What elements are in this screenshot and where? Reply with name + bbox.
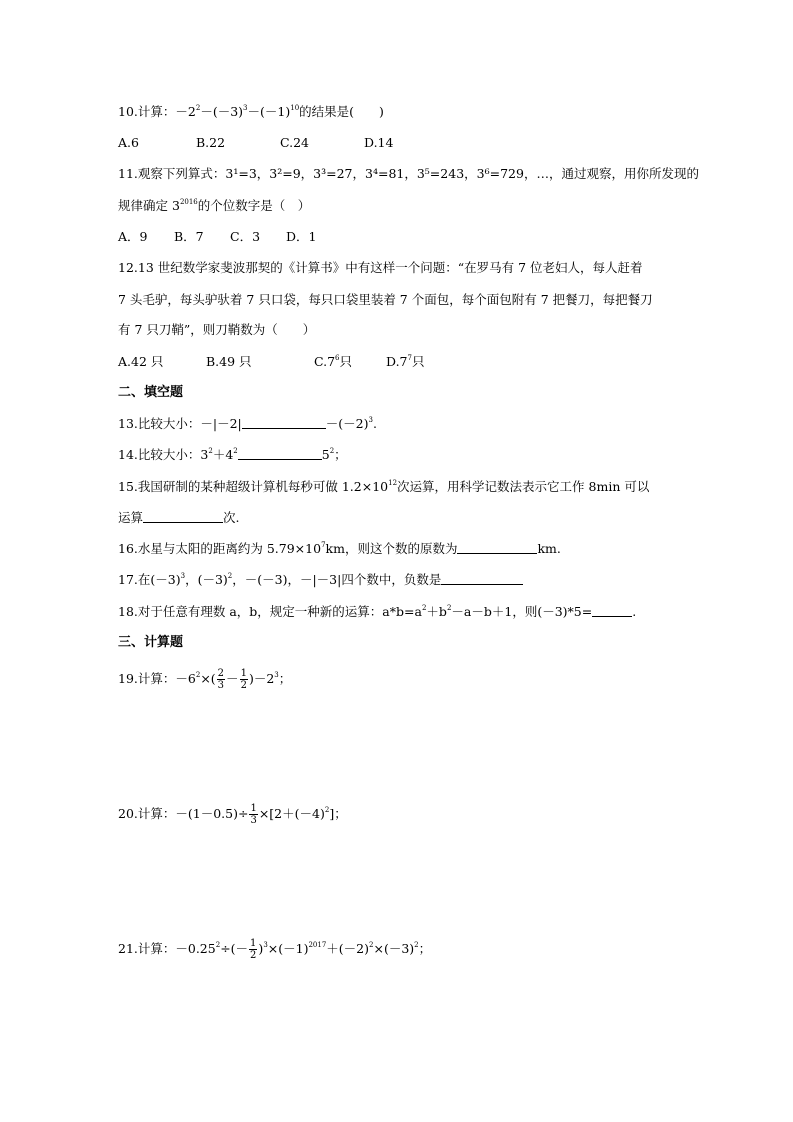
question-16: 16.水星与太阳的距离约为 $5.79\times 10^7km$，则这个数的原数为 km. (118, 541, 561, 556)
question-12: 12.13 世纪数学家斐波那契的《计算书》中有这样一个问题：“在罗马有 7 位老妇人，每人赶着 (118, 260, 643, 275)
option-a: A．9 (118, 229, 148, 244)
answer-blank[interactable] (457, 540, 537, 554)
option-b: B.49 只 (206, 354, 252, 369)
section-calculation: 三、计算题 (118, 635, 184, 650)
question-11-options (118, 227, 713, 247)
option-a: A.42 只 (118, 354, 164, 369)
fraction: $\frac{1}{3}$ (250, 803, 257, 826)
question-12-options (118, 352, 713, 372)
section-fill-in-blank: 二、填空题 (118, 385, 184, 400)
answer-blank[interactable] (238, 446, 322, 460)
answer-blank[interactable] (143, 509, 223, 523)
option-c: C.24 (280, 135, 309, 150)
question-11-line-2: 规律确定 $3^{2016}$的个位数字是（ ） (118, 198, 311, 213)
question-15-line-2: 运算 次. (118, 510, 240, 525)
option-c: C．3 (230, 229, 261, 244)
question-11: 11.观察下列算式：3¹=3，3²=9，3³=27，3⁴=81，3⁵=243，3⁶=729，…，通过观察，用你所发现的 (118, 166, 699, 181)
question-13: 13.比较大小：$-|-2| -(-2)^3$. (118, 416, 377, 431)
option-b: B.22 (196, 135, 226, 150)
question-20: 20.计算：－(1－0.5)÷ $\frac{1}{3}$ $\times[2+(-4)^2]$； (118, 803, 347, 826)
question-19: 19.计算：$-6^2\times$( $\frac{2}{3}$ － $\frac{1}{2}$ )$-2^3$； (118, 668, 292, 691)
question-18: 18.对于任意有理数 a，b，规定一种新的运算：$a*b=a^2+b^2-a-b+1$，则(－3)*5= . (118, 604, 637, 619)
question-10: 10.计算：$-2^2-(-3)^3-(-1)^{10}$的结果是( ) (118, 104, 384, 119)
question-17: 17.在$(-3)^3$，$(-3)^2$，－(－3)，－|－3|四个数中，负数是 (118, 570, 713, 590)
question-12-line-2: 7 头毛驴，每头驴驮着 7 只口袋，每只口袋里装着 7 个面包，每个面包附有 7 把餐刀，每把餐刀 (118, 292, 653, 307)
option-d: $D.7^7$只 (386, 354, 425, 369)
question-21: 21.计算：$-0.25^2\div(-$ $\frac{1}{2}$ )$^3\times(-1)^{2017}+(-2)^2\times(-3)^2$； (118, 938, 432, 961)
option-a: A.6 (118, 135, 139, 150)
fraction: $\frac{2}{3}$ (217, 668, 225, 691)
question-14: 14.比较大小：$3^2+4^2$ $5^2$； (118, 447, 347, 462)
answer-blank[interactable] (592, 603, 632, 617)
answer-blank[interactable] (242, 415, 326, 429)
fraction: $\frac{1}{2}$ (250, 938, 257, 961)
option-b: B．7 (174, 229, 204, 244)
question-12-line-3: 有 7 只刀鞘”，则刀鞘数为（ ） (118, 322, 316, 337)
option-d: D.14 (364, 135, 394, 150)
option-d: D．1 (286, 229, 317, 244)
answer-blank[interactable] (441, 571, 523, 585)
question-10-options (118, 133, 713, 153)
question-15: 15.我国研制的某种超级计算机每秒可做 $1.2\times 10^{12}$次运算，用科学记数法表示它工作 8min 可以 (118, 479, 650, 494)
fraction: $\frac{1}{2}$ (240, 668, 247, 691)
option-c: $C.7^6$只 (314, 354, 353, 369)
